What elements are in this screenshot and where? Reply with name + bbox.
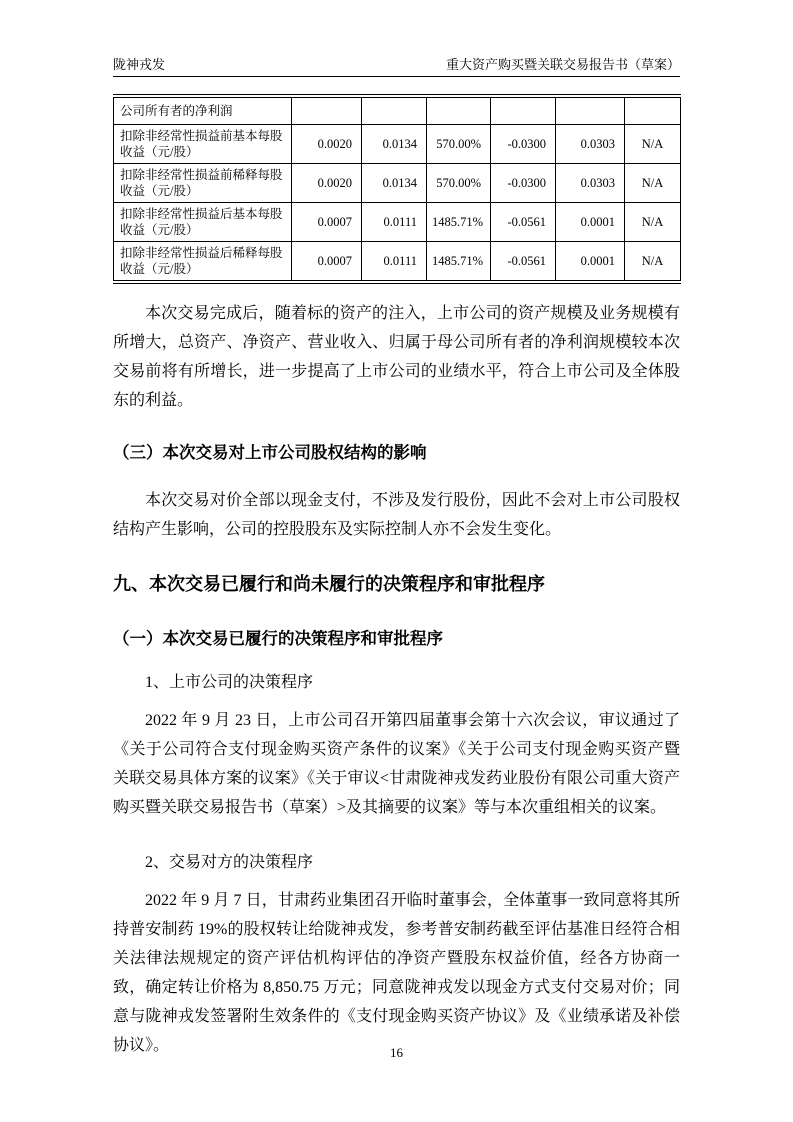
table-cell: 0.0303 [556, 124, 625, 163]
row-label-cell: 扣除非经常性损益后基本每股收益（元/股） [114, 202, 292, 241]
table-cell [427, 96, 491, 124]
table-row [114, 96, 681, 124]
table-cell: 0.0001 [556, 241, 625, 282]
paragraph-counterparty-procedure: 2022 年 9 月 7 日，甘肃药业集团召开临时董事会，全体董事一致同意将其所持普安制药 19%的股权转让给陇神戎发，参考普安制药截至评估基准日经符合相关法律法规规定的资产评估机构评估的净资产暨股东权益价值，经各方协商一致，确定转让价格为 8,850.75 万元；同意陇神戎发以现金方式支付交易对价；同意与陇神戎发签署附生效条件的《支付现金购买资产协议》及《业绩承诺及补偿协议》。 [113, 891, 680, 1054]
table-cell: N/A [625, 241, 681, 282]
table-cell: -0.0561 [491, 241, 556, 282]
table-row [114, 124, 681, 163]
row-label-cell: 扣除非经常性损益前稀释每股收益（元/股） [114, 163, 292, 202]
eps-table-body [114, 96, 681, 282]
table-row [114, 202, 681, 241]
header-report-title: 重大资产购买暨关联交易报告书（草案） [445, 57, 680, 72]
page-content [113, 0, 680, 1060]
paragraph-listed-company-procedure: 2022 年 9 月 23 日，上市公司召开第四届董事会第十六次会议，审议通过了《关于公司符合支付现金购买资产条件的议案》《关于公司支付现金购买资产暨关联交易具体方案的议案》《关于审议<甘肃陇神戎发药业股份有限公司重大资产购买暨关联交易报告书（草案）>及其摘要的议案》等与本次重组相关的议案。 [113, 711, 680, 816]
table-cell: -0.0300 [491, 163, 556, 202]
table-cell [556, 96, 625, 124]
table-cell: 570.00% [427, 124, 491, 163]
table-cell: 0.0111 [362, 241, 427, 282]
row-label-cell: 扣除非经常性损益前基本每股收益（元/股） [114, 124, 292, 163]
table-cell: 0.0134 [362, 163, 427, 202]
table-cell [625, 96, 681, 124]
table-cell: N/A [625, 163, 681, 202]
table-cell: 0.0007 [292, 241, 362, 282]
row-label-cell: 扣除非经常性损益后稀释每股收益（元/股） [114, 241, 292, 282]
heading-section-9-1: （一）本次交易已履行的决策程序和审批程序 [113, 629, 443, 648]
row-label-cell: 公司所有者的净利润 [114, 96, 292, 124]
table-cell: N/A [625, 202, 681, 241]
table-cell: 1485.71% [427, 241, 491, 282]
table-cell: 0.0007 [292, 202, 362, 241]
table-row [114, 163, 681, 202]
table-cell [491, 96, 556, 124]
table-cell: 0.0303 [556, 163, 625, 202]
table-cell: 1485.71% [427, 202, 491, 241]
table-cell: 0.0020 [292, 124, 362, 163]
page-footer [0, 1045, 793, 1061]
table-cell: 570.00% [427, 163, 491, 202]
eps-financial-table [113, 94, 681, 284]
table-cell: 0.0134 [362, 124, 427, 163]
paragraph-equity-structure: 本次交易对价全部以现金支付，不涉及发行股份，因此不会对上市公司股权结构产生影响，公司的控股股东及实际控制人亦不会发生变化。 [113, 491, 680, 538]
table-cell: N/A [625, 124, 681, 163]
page-header [113, 0, 680, 77]
table-cell [292, 96, 362, 124]
heading-section-3: （三）本次交易对上市公司股权结构的影响 [113, 443, 427, 462]
item-1-title: 1、上市公司的决策程序 [145, 673, 314, 691]
item-2-title: 2、交易对方的决策程序 [145, 853, 314, 871]
page-number: 16 [390, 1045, 403, 1060]
table-row [114, 241, 681, 282]
table-cell: 0.0001 [556, 202, 625, 241]
table-cell: 0.0111 [362, 202, 427, 241]
table-cell: 0.0020 [292, 163, 362, 202]
table-cell: -0.0300 [491, 124, 556, 163]
header-company-name: 陇神戎发 [113, 57, 166, 72]
table-cell: -0.0561 [491, 202, 556, 241]
paragraph-transaction-effect: 本次交易完成后，随着标的资产的注入，上市公司的资产规模及业务规模有所增大，总资产、净资产、营业收入、归属于母公司所有者的净利润规模较本次交易前将有所增长，进一步提高了上市公司的业绩水平，符合上市公司及全体股东的利益。 [113, 304, 680, 409]
heading-chapter-9: 九、本次交易已履行和尚未履行的决策程序和审批程序 [113, 573, 545, 594]
table-cell [362, 96, 427, 124]
